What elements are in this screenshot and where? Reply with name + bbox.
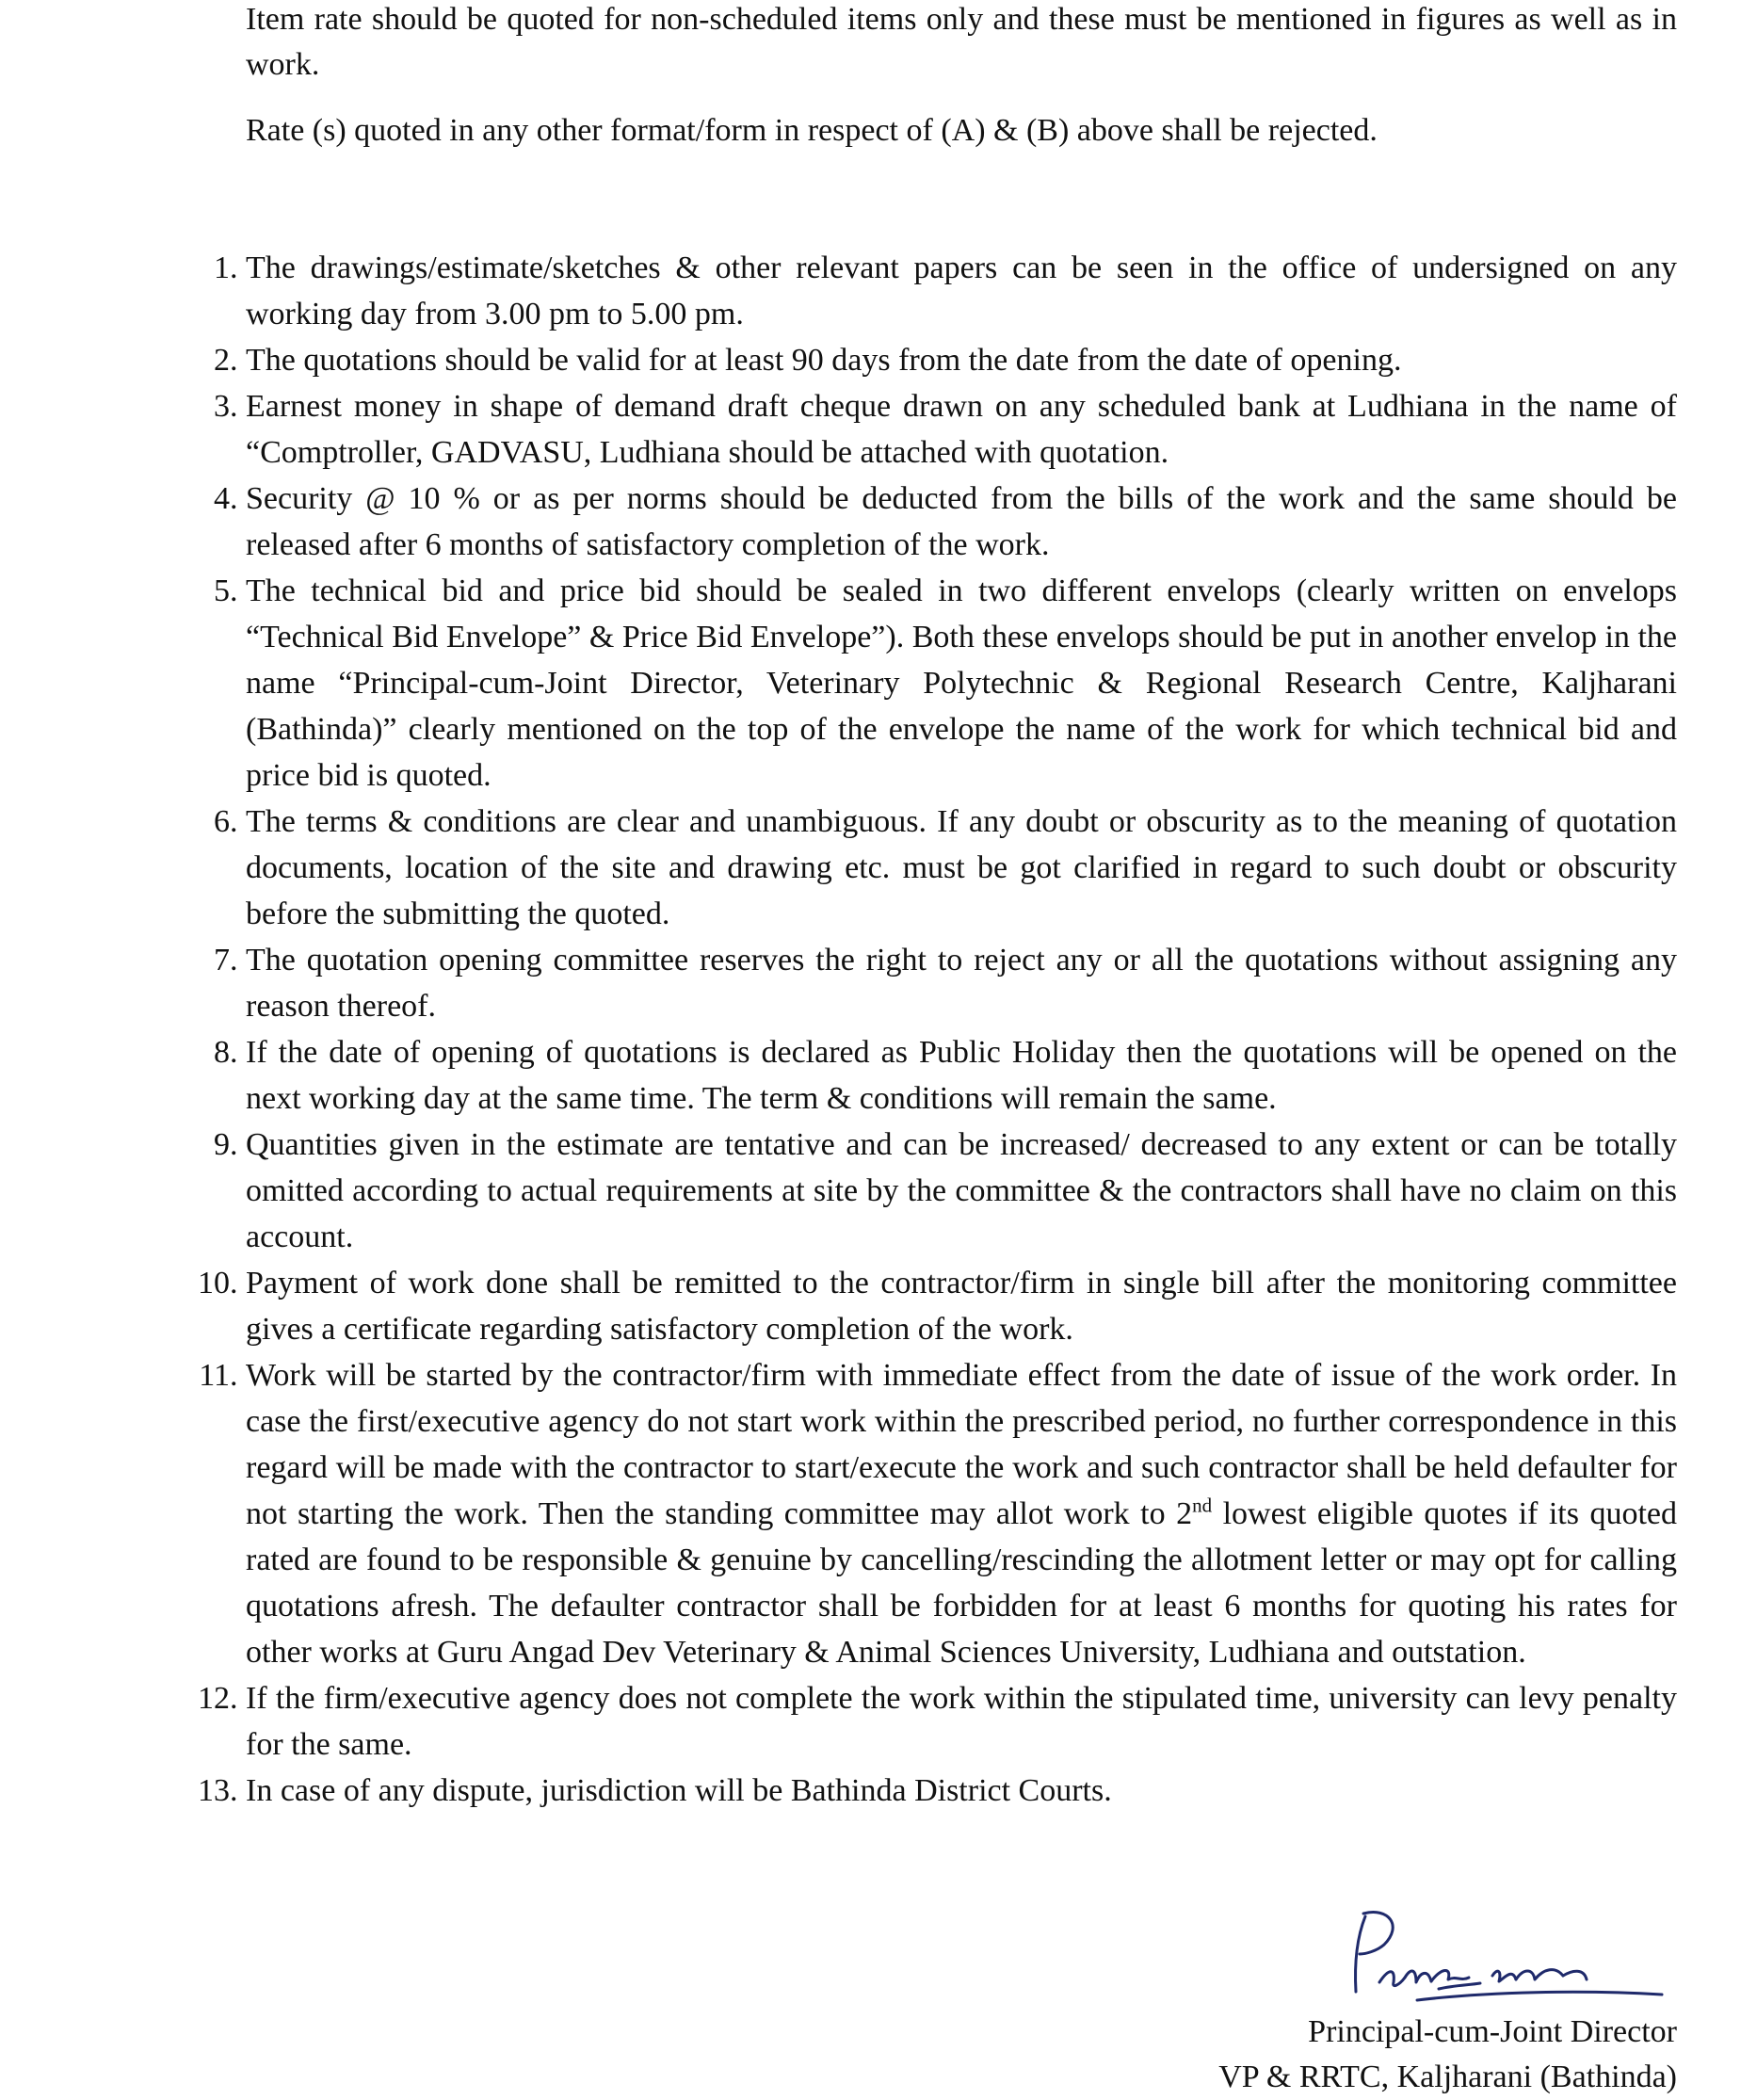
term-item bbox=[185, 476, 1677, 568]
term-text: Earnest money in shape of demand draft cheque drawn on any scheduled bank at Ludhiana in the name of “Comptroller, GADVASU, Ludhiana should be attached with quotation. bbox=[246, 389, 1677, 470]
term-text: Security @ 10 % or as per norms should be deducted from the bills of the work and the same should be released after 6 months of satisfactory completion of the work. bbox=[246, 481, 1677, 562]
signatory-title: Principal-cum-Joint Director bbox=[1308, 2014, 1677, 2049]
term-item bbox=[185, 337, 1677, 383]
term-text: If the date of opening of quotations is declared as Public Holiday then the quotations will be opened on the next working day at the same time. The term & conditions will remain the same. bbox=[246, 1035, 1677, 1116]
term-item bbox=[185, 1768, 1677, 1814]
term-text-part: lowest eligible quotes if its quoted rated are found to be responsible & genuine by cancelling/rescinding the allotment letter or may opt for calling quotations afresh. The defaulter contractor shall be forbidden for at least 6 months for quoting his rates for other works at Guru Angad Dev Veterinary & Animal Sciences University, Ludhiana and outstation. bbox=[246, 1496, 1678, 1670]
superscript-ordinal: nd bbox=[1192, 1494, 1213, 1517]
term-number: 13. bbox=[198, 1773, 238, 1808]
term-text: Payment of work done shall be remitted to the contractor/firm in single bill after the monitoring committee gives a certificate regarding satisfactory completion of the work. bbox=[246, 1266, 1677, 1347]
term-text: Quantities given in the estimate are tentative and can be increased/ decreased to any extent or can be totally omitted according to actual requirements at site by the committee & the contractors shall have no claim on this account. bbox=[246, 1127, 1677, 1254]
term-item bbox=[185, 383, 1677, 476]
term-number: 5. bbox=[214, 573, 238, 608]
term-number: 2. bbox=[214, 343, 238, 378]
term-text: If the firm/executive agency does not complete the work within the stipulated time, university can levy penalty for the same. bbox=[246, 1681, 1677, 1762]
term-text-part: Work will be started by the contractor/firm with immediate effect from the date of issue of the work order. In case the first/executive agency do not start work within the prescribed period, no further correspondence in this regard will be made with the contractor to start/execute the work and such contractor shall be held defaulter for not starting the work. Then the standing committee may allot work to 2 bbox=[246, 1358, 1677, 1531]
term-item bbox=[185, 568, 1677, 799]
term-number: 1. bbox=[214, 250, 238, 285]
term-item bbox=[185, 1675, 1677, 1768]
term-text: In case of any dispute, jurisdiction will be Bathinda District Courts. bbox=[246, 1773, 1112, 1808]
signatory-block bbox=[1218, 2010, 1677, 2100]
term-number: 11. bbox=[199, 1358, 238, 1393]
term-item bbox=[185, 1260, 1677, 1352]
intro-paragraph-item-rate: Item rate should be quoted for non-scheduled items only and these must be mentioned in figures as well as in work. bbox=[246, 2, 1677, 82]
term-number: 12. bbox=[198, 1681, 238, 1716]
term-text: The quotations should be valid for at least 90 days from the date from the date of opening. bbox=[246, 343, 1402, 378]
term-item bbox=[185, 937, 1677, 1029]
signatory-office: VP & RRTC, Kaljharani (Bathinda) bbox=[1218, 2060, 1677, 2094]
term-text bbox=[246, 1352, 1677, 1675]
term-number: 3. bbox=[214, 389, 238, 424]
term-number: 8. bbox=[214, 1035, 238, 1070]
term-item bbox=[185, 245, 1677, 337]
term-number: 10. bbox=[198, 1266, 238, 1300]
term-number: 4. bbox=[214, 481, 238, 516]
term-number: 6. bbox=[214, 804, 238, 839]
term-text: The drawings/estimate/sketches & other relevant papers can be seen in the office of undersigned on any working day from 3.00 pm to 5.00 pm. bbox=[246, 250, 1677, 331]
term-text: The quotation opening committee reserves the right to reject any or all the quotations without assigning any reason thereof. bbox=[246, 943, 1677, 1024]
term-item bbox=[185, 1352, 1677, 1675]
term-item bbox=[185, 1029, 1677, 1122]
term-number: 9. bbox=[214, 1127, 238, 1162]
term-text: The technical bid and price bid should be sealed in two different envelops (clearly written on envelops “Technical Bid Envelope” & Price Bid Envelope”). Both these envelops should be put in another envelop in the name “Principal-cum-Joint Director, Veterinary Polytechnic & Regional Research Centre, Kaljharani (Bathinda)” clearly mentioned on the top of the envelope the name of the work for which technical bid and price bid is quoted. bbox=[246, 573, 1677, 793]
intro-paragraph-rejection: Rate (s) quoted in any other format/form in respect of (A) & (B) above shall be rejected. bbox=[246, 113, 1378, 148]
terms-list bbox=[185, 245, 1677, 1814]
term-item bbox=[185, 1122, 1677, 1260]
term-text: The terms & conditions are clear and unambiguous. If any doubt or obscurity as to the meaning of quotation documents, location of the site and drawing etc. must be got clarified in regard to such doubt or obscurity before the submitting the quoted. bbox=[246, 804, 1677, 931]
term-item bbox=[185, 799, 1677, 937]
term-number: 7. bbox=[214, 943, 238, 977]
handwritten-signature bbox=[1337, 1902, 1695, 2006]
